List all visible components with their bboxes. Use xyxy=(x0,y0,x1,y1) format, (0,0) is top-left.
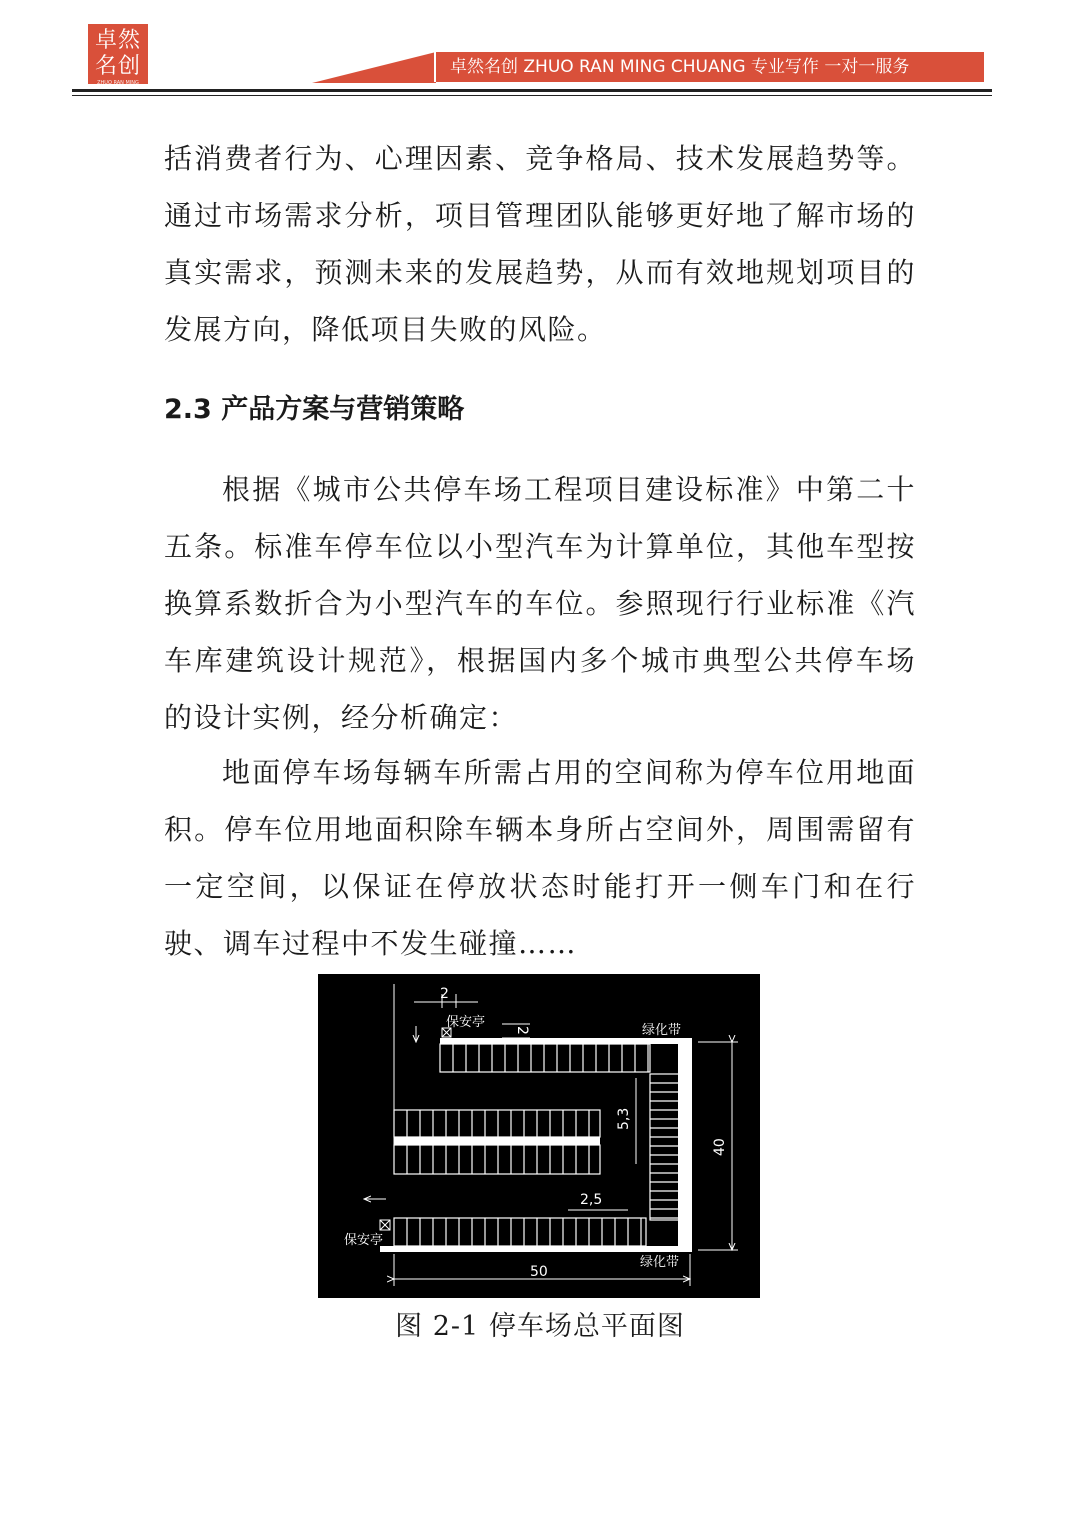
green-belt-label-bottom: 绿化带 xyxy=(640,1255,680,1270)
body-paragraph-3: 地面停车场每辆车所需占用的空间称为停车位用地面积。停车位用地面积除车辆本身所占空间外，周围需留有一定空间，以保证在停放状态时能打开一侧车门和在行驶、调车过程中不发生碰撞…… xyxy=(164,756,916,960)
dim-label-40: 40 xyxy=(712,1138,728,1156)
header-divider xyxy=(72,89,992,92)
wall-top-row xyxy=(440,1038,690,1044)
booth-label-top: 保安亭 xyxy=(446,1015,486,1030)
dim-label-2-5: 2,5 xyxy=(580,1192,603,1208)
body-paragraph-2: 根据《城市公共停车场工程项目建设标准》中第二十五条。标准车停车位以小型汽车为计算单位，其他车型按换算系数折合为小型汽车的车位。参照现行行业标准《汽车库建筑设计规范》，根据国内多个城市典型公共停车场的设计实例，经分析确定： xyxy=(164,473,916,734)
brand-logo xyxy=(88,24,148,84)
header-wedge-decoration xyxy=(312,52,436,84)
header-banner: 卓然名创 ZHUO RAN MING CHUANG 专业写作 一对一服务 xyxy=(434,52,984,82)
wall-bottom-row xyxy=(380,1246,692,1252)
booth-label-bottom: 保安亭 xyxy=(344,1233,384,1248)
dim-label-5-3: 5,3 xyxy=(616,1107,632,1130)
green-belt-label-top: 绿化带 xyxy=(642,1023,682,1038)
figure-caption: 图 2-1 停车场总平面图 xyxy=(395,1311,685,1342)
dim-label-2-side: 2 xyxy=(514,1026,530,1035)
parking-lot-plan-figure xyxy=(318,974,760,1298)
section-heading: 2.3 产品方案与营销策略 xyxy=(164,394,465,425)
dim-label-2-top: 2 xyxy=(440,986,449,1002)
middle-island xyxy=(394,1137,600,1145)
parking-stalls xyxy=(394,1044,680,1246)
header-divider-thin xyxy=(72,95,992,96)
parking-plan-drawing xyxy=(318,974,760,1298)
body-paragraph-1: 括消费者行为、心理因素、竞争格局、技术发展趋势等。通过市场需求分析，项目管理团队能够更好地了解市场的真实需求，预测未来的发展趋势，从而有效地规划项目的发展方向，降低项目失败的风险。 xyxy=(164,142,916,346)
logo-line2: 名创 xyxy=(94,54,141,79)
dim-label-50: 50 xyxy=(530,1264,548,1280)
logo-line1: 卓然 xyxy=(94,28,141,53)
logo-subtext: ZHUO RAN MING xyxy=(97,80,139,86)
